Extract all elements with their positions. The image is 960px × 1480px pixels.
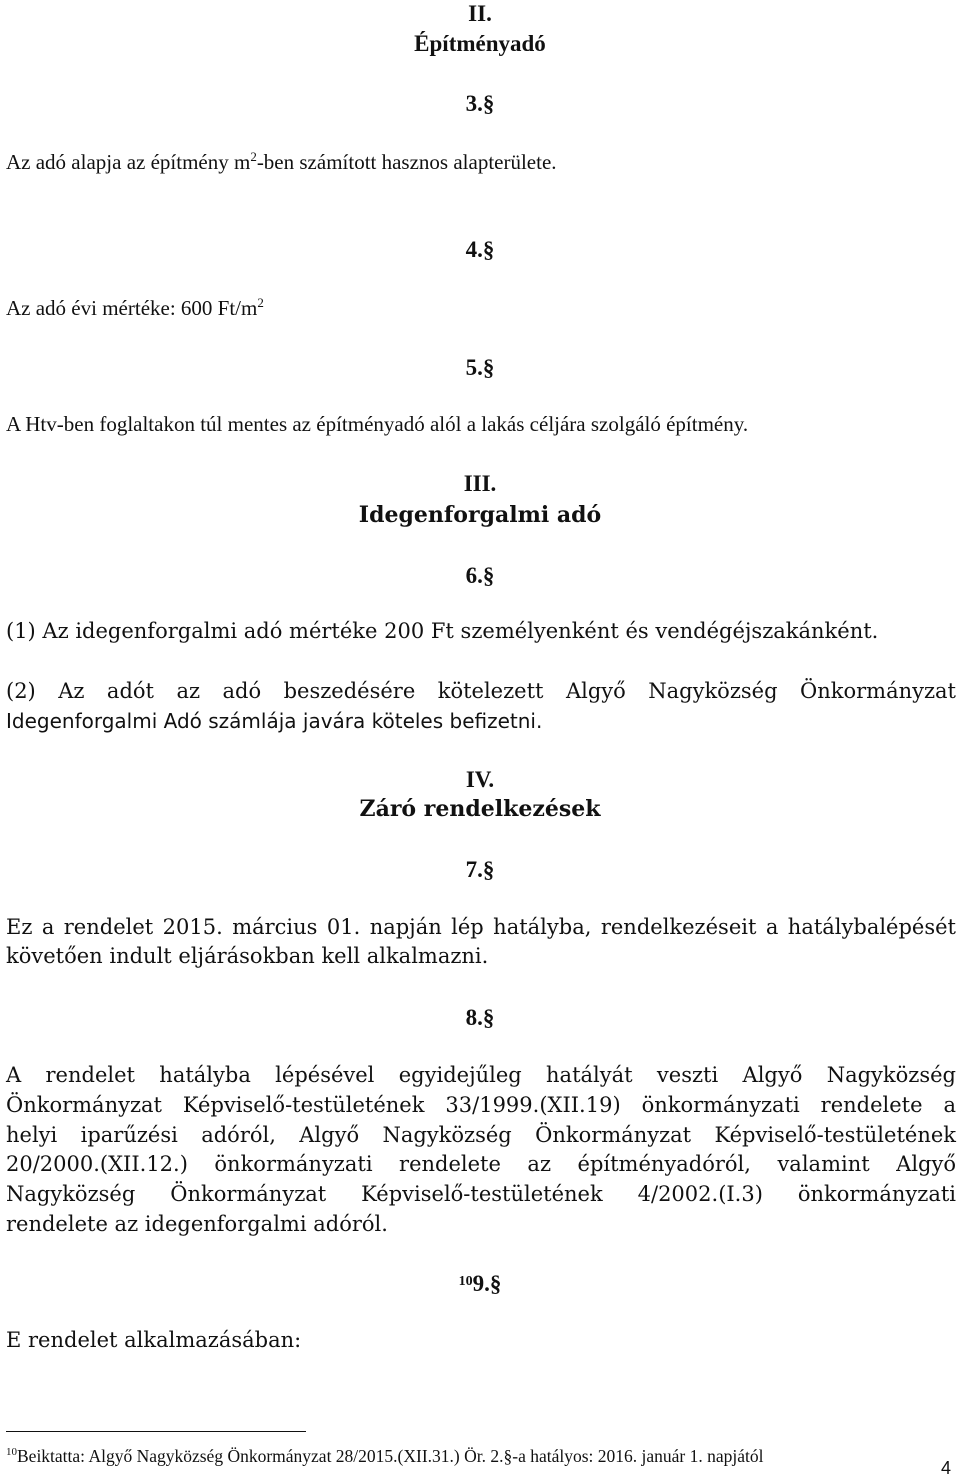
section-heading: 6.§ — [465, 563, 495, 588]
paragraph-text: Az adó alapja az építmény m — [6, 150, 251, 174]
superscript: 2 — [250, 149, 257, 164]
paragraph — [6, 150, 557, 173]
section-heading-text: 9.§ — [472, 1271, 502, 1296]
chapter-title: Záró rendelkezések — [359, 796, 601, 822]
chapter-number: III. — [463, 471, 497, 496]
superscript: 2 — [257, 295, 264, 310]
paragraph-line: A rendelet hatályba lépésével egyidejűleg hatályát veszti Algyő Nagyközség — [6, 1063, 956, 1087]
page-number: 4 — [941, 1458, 952, 1478]
chapter-number: II. — [468, 1, 492, 26]
footnote-divider — [6, 1431, 306, 1432]
chapter-number: IV. — [465, 767, 495, 792]
section-heading — [0, 1272, 960, 1295]
paragraph-line: (2) Az adót az adó beszedésére kötelezett Algyő Nagyközség Önkormányzat — [6, 679, 956, 703]
paragraph-text: -ben számított hasznos alapterülete. — [256, 150, 557, 174]
paragraph-line: követően indult eljárásokban kell alkalmazni. — [6, 944, 489, 968]
section-heading: 7.§ — [465, 857, 495, 882]
paragraph-line: 20/2000.(XII.12.) önkormányzati rendelete az építményadóról, valamint Algyő — [6, 1152, 956, 1176]
paragraph-line: helyi iparűzési adóról, Algyő Nagyközség Önkormányzat Képviselő-testületének — [6, 1123, 956, 1147]
section-heading: 8.§ — [465, 1005, 495, 1030]
section-heading: 4.§ — [465, 237, 495, 262]
section-heading: 3.§ — [465, 91, 495, 116]
paragraph-line: rendelete az idegenforgalmi adóról. — [6, 1212, 388, 1236]
section-heading: 5.§ — [465, 355, 495, 380]
paragraph: A Htv-ben foglaltakon túl mentes az építményadó alól a lakás céljára szolgáló építmény. — [6, 412, 749, 436]
footnote-reference[interactable]: 10 — [458, 1274, 473, 1289]
paragraph: (1) Az idegenforgalmi adó mértéke 200 Ft személyenként és vendégéjszakánként. — [6, 619, 879, 643]
paragraph-line: Nagyközség Önkormányzat Képviselő-testületének 4/2002.(I.3) önkormányzati — [6, 1182, 956, 1206]
footnote-text: Beiktatta: Algyő Nagyközség Önkormányzat 28/2015.(XII.31.) Ör. 2.§-a hatályos: 2016. január 1. napjától — [17, 1446, 764, 1466]
paragraph-line: Idegenforgalmi Adó számlája javára köteles befizetni. — [6, 709, 543, 733]
paragraph-line: Ez a rendelet 2015. március 01. napján lép hatályba, rendelkezéseit a hatálybalépését — [6, 915, 956, 939]
chapter-title: Építményadó — [414, 31, 546, 56]
paragraph-text: Az adó évi mértéke: 600 Ft/m — [6, 296, 258, 320]
footnote — [6, 1447, 764, 1466]
footnote-number: 10 — [6, 1446, 17, 1458]
paragraph — [6, 296, 264, 319]
paragraph-line: Önkormányzat Képviselő-testületének 33/1999.(XII.19) önkormányzati rendelete a — [6, 1093, 956, 1117]
paragraph: E rendelet alkalmazásában: — [6, 1328, 302, 1352]
chapter-title: Idegenforgalmi adó — [358, 502, 602, 528]
